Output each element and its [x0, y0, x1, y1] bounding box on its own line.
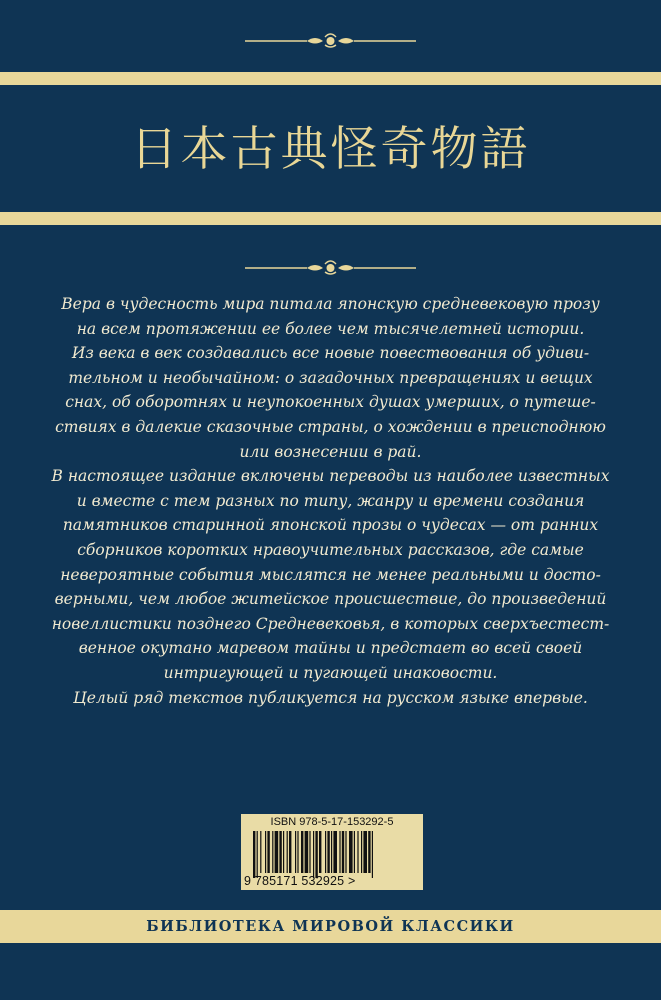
description-line: В настоящее издание включены переводы из наиболее известных: [51, 467, 610, 486]
description-line: венное окутано маревом тайны и предстает во всей своей: [78, 639, 583, 658]
description-line: памятников старинной японской прозы о чудесах — от ранних: [62, 516, 599, 535]
barcode-bar: [325, 831, 326, 873]
description-line: ствиях в далекие сказочные страны, о хождении в преисподнюю: [55, 417, 606, 436]
barcode-bar: [342, 831, 344, 873]
description-line: интригующей и пугающей инаковости.: [163, 663, 498, 682]
barcode-bar: [279, 831, 281, 873]
barcode-bar: [309, 831, 310, 873]
barcode-bar: [267, 831, 269, 873]
barcode-bar: [315, 831, 317, 878]
barcode-bar: [283, 831, 284, 873]
barcode-bar: [319, 831, 321, 873]
barcode-box: [241, 814, 423, 890]
barcode-bar: [253, 831, 255, 878]
barcode-bar: [354, 831, 355, 873]
description-line: снах, об оборотнях и неупокоенных душах умерших, о путеше-: [65, 393, 596, 412]
description-line: сборников коротких нравоучительных рассказов, где самые: [77, 540, 584, 559]
barcode-bar: [305, 831, 309, 873]
barcode-bar: [275, 831, 279, 873]
description-line: или вознесении в рай.: [239, 442, 422, 461]
barcode-bar: [349, 831, 353, 873]
description-line: Целый ряд текстов публикуется на русском языке впервые.: [73, 688, 588, 707]
top-ornament: [245, 31, 416, 49]
barcode-bar: [260, 831, 261, 873]
barcode-bar: [265, 831, 266, 873]
barcode-bar: [272, 831, 273, 873]
description-line: на всем протяжении ее более чем тысячелетней истории.: [76, 319, 585, 338]
barcode-bar: [368, 831, 370, 873]
description-line: тельном и необычайном: о загадочных превращениях и вещих: [68, 368, 593, 387]
barcode-bar: [333, 831, 337, 873]
isbn-label: ISBN 978-5-17-153292-5: [270, 816, 394, 828]
barcode-bar: [301, 831, 303, 873]
barcode-bar: [345, 831, 346, 873]
barcode-bar: [297, 831, 298, 873]
description-line: невероятные события мыслятся не менее реальными и досто-: [60, 565, 601, 584]
description-line: Вера в чудесность мира питала японскую средневековую прозу: [61, 295, 600, 313]
description-line: новеллистики позднего Средневековья, в которых сверхъестест-: [51, 614, 610, 633]
barcode-bar: [327, 831, 329, 873]
barcode-bar: [295, 831, 296, 873]
barcode-digits: 9 785171 532925 >: [244, 874, 356, 888]
barcode-bar: [257, 831, 258, 878]
barcode-bar: [361, 831, 362, 873]
barcode-bar: [339, 831, 340, 873]
top-gold-band: [0, 72, 661, 85]
series-title: БИБЛИОТЕКА МИРОВОЙ КЛАССИКИ: [146, 918, 515, 935]
barcode-bar: [331, 831, 332, 873]
title-japanese: 日本古典怪奇物語: [130, 122, 531, 177]
series-band: [0, 910, 661, 943]
barcode-bar: [363, 831, 367, 873]
description-line: Из века в век создавались все новые повествования об удиви-: [71, 344, 590, 363]
description-line: верными, чем любое житейское происшествие, до произведений: [54, 590, 607, 609]
barcode-bar: [287, 831, 288, 873]
barcode-bar: [313, 831, 314, 878]
barcode-bar: [372, 831, 373, 878]
middle-ornament: [245, 258, 416, 276]
description-text: [30, 292, 631, 710]
barcode-bar: [357, 831, 358, 873]
lower-gold-band: [0, 212, 661, 225]
barcode-bar: [289, 831, 291, 873]
description-line: и вместе с тем разных по типу, жанру и времени создания: [76, 491, 585, 510]
